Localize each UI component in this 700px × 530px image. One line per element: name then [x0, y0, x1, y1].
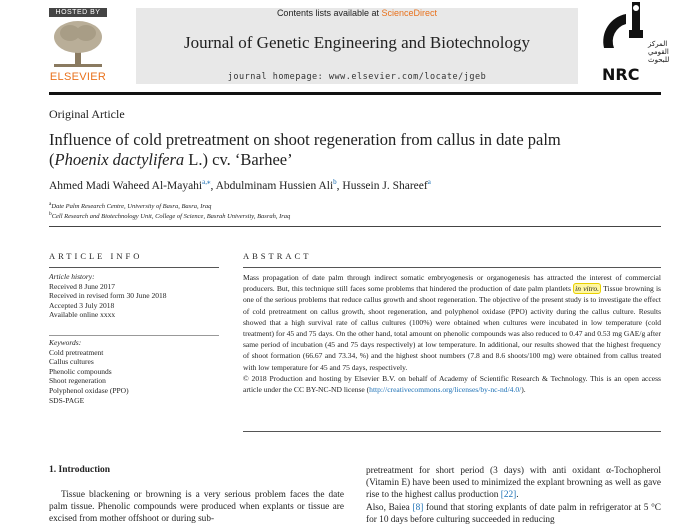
- article-info-rule: [49, 267, 219, 268]
- history-item: Received in revised form 30 June 2018: [49, 291, 167, 301]
- author-name: Ahmed Madi Waheed Al-Mayahi: [49, 179, 203, 192]
- author-affiliation-mark[interactable]: a: [427, 178, 431, 186]
- citation-link[interactable]: [22]: [500, 490, 517, 501]
- keyword-item: Cold pretreatment: [49, 347, 104, 357]
- header-rule: [49, 92, 661, 95]
- keywords-rule: [49, 335, 219, 336]
- body-right-column: pretreatment for short period (3 days) with anti oxidant α-Tochopherol (Vitamin E) have been used to minimized the explant browning as well as gave rise to the highest callus production [22]. Also, Baiea [8] found that storing explants of date palm in refrigerator at 5 °C for 10 days before culturing succeeded in reducing: [366, 466, 661, 525]
- article-title: Influence of cold pretreatment on shoot regeneration from callus in date palm (Phoenix dactylifera L.) cv. ‘Barhee’: [49, 130, 561, 169]
- svg-text:المركز: المركز: [648, 40, 668, 48]
- abstract-rule: [243, 267, 661, 268]
- contents-line: [136, 8, 578, 18]
- svg-text:القومي: القومي: [648, 48, 669, 56]
- highlighted-text[interactable]: in vitro.: [575, 284, 600, 294]
- journal-title: Journal of Genetic Engineering and Biotechnology: [183, 33, 531, 52]
- author-list: Ahmed Madi Waheed Al-Mayahi$^{a,⁎}$, Abdulminam Hussien Ali$^b$, Hussein J. Shareef$^a$: [49, 178, 431, 192]
- contents-prefix: Contents lists available at: [276, 8, 379, 18]
- keyword-item: Phenolic compounds: [49, 366, 112, 376]
- history-item: Accepted 3 July 2018: [49, 300, 115, 310]
- citation-link[interactable]: [8]: [412, 502, 424, 513]
- license-link[interactable]: http://creativecommons.org/licenses/by-nc-nd/4.0/: [369, 385, 522, 395]
- hosted-by-label: HOSTED BY: [49, 8, 107, 17]
- svg-text:NRC: NRC: [602, 65, 640, 84]
- svg-text:للبحوث: للبحوث: [648, 56, 670, 64]
- body-left-column: Tissue blackening or browning is a very serious problem faces the date palm tissue. Phenolic compounds were produced when explants or tissue are excised from mother offshoot or during sub-: [49, 490, 344, 525]
- nrc-logo-icon: [596, 0, 670, 84]
- affiliation-b: $^b$Cell Research and Biotechnology Unit, College of Science, Basrah University, Basrah, Iraq: [49, 211, 291, 221]
- keyword-item: Shoot regeneration: [49, 376, 106, 386]
- abstract-text: Mass propagation of date palm through indirect somatic embryogenesis or organogenesis has attracted the interest of commercial producers. But, this technique still faces some problems that hindered the production of date palm plantlets in vitro. Tissue browning is one of the serious problems that reduce callus growth and shoot regeneration. The objective of the present study is to investigate the effect of cold pretreatment on callus growth, shoot regeneration, and polyphenol oxidase (PPO) activity during the callus culture. Results showed that a high survival rate of callus cultures (100%) were obtained when cultures were incubated in low temperature (cold treatment) for 45 and 75 days. On the other hand, total amount on phenolic compounds was also reduced to 0.47 and 0.53 mg GAE/g after same period of incubation (45 and 75 days respectively) at low temperature. In additional, our results showed that the highest frequency of shoot formation (66.67 and 73.34, %) and the highest shoot numbers (7.8 and 8.6 shoots/100 mg) were obtained from callus treated with low temperature for 45 and 75 days, respectively. © 2018 Production and hosting by Elsevier B.V. on behalf of Academy of Scientific Research & Technology. This is an open access article under the CC BY-NC-ND license (http://creativecommons.org/licenses/by-nc-nd/4.0/).: [243, 273, 661, 395]
- keyword-item: SDS-PAGE: [49, 395, 85, 405]
- author-affiliation-mark[interactable]: b: [333, 178, 337, 186]
- publisher-logo-text: ELSEVIER: [49, 71, 107, 83]
- article-type: Original Article: [49, 107, 125, 121]
- title-rule: [49, 226, 661, 227]
- author-affiliation-mark[interactable]: a,⁎: [202, 178, 211, 186]
- keyword-item: Polyphenol oxidase (PPO): [49, 385, 129, 395]
- history-item: Received 8 June 2017: [49, 281, 116, 291]
- sciencedirect-link[interactable]: ScienceDirect: [381, 8, 438, 18]
- author-name: Abdulminam Hussien Ali: [215, 179, 334, 192]
- introduction-heading: 1. Introduction: [49, 465, 111, 475]
- author-name: Hussein J. Shareef: [342, 179, 428, 192]
- elsevier-tree-logo-icon: [52, 19, 104, 69]
- abstract-heading: ABSTRACT: [243, 251, 312, 261]
- keywords: Keywords: Cold pretreatment Callus cultures Phenolic compounds Shoot regeneration Polyphenol oxidase (PPO) SDS-PAGE: [49, 338, 229, 405]
- keyword-item: Callus cultures: [49, 357, 94, 367]
- article-info-heading: ARTICLE INFO: [49, 251, 143, 261]
- journal-homepage[interactable]: journal homepage: www.elsevier.com/locate/jgeb: [227, 72, 487, 82]
- article-history: Article history: Received 8 June 2017 Received in revised form 30 June 2018 Accepted 3 July 2018 Available online xxxx: [49, 272, 229, 320]
- history-item: Available online xxxx: [49, 310, 116, 320]
- abstract-bottom-rule: [243, 431, 661, 432]
- affiliation-a: $^a$Date Palm Research Centre, University of Basra, Basra, Iraq: [49, 201, 212, 211]
